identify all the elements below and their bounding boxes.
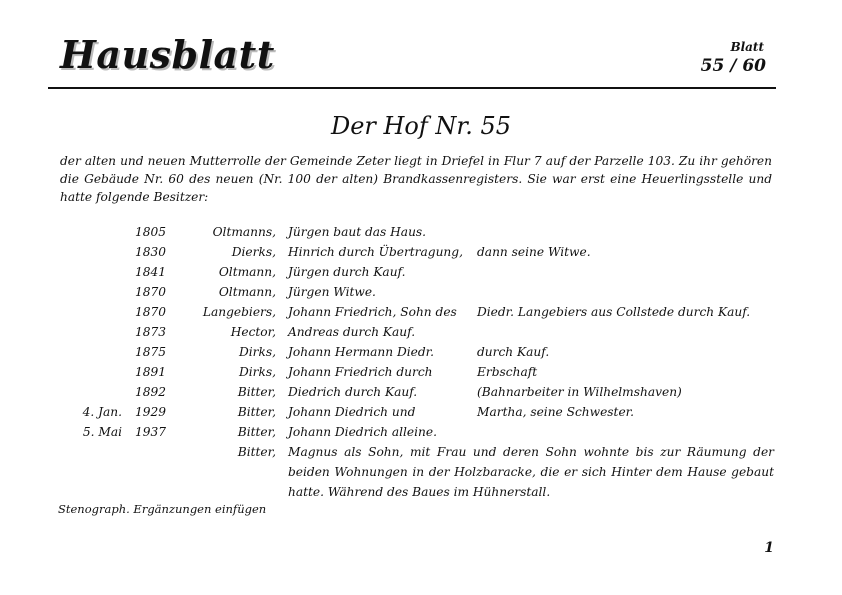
owner-extra: (Bahnarbeiter in Wilhelmshaven) — [477, 385, 682, 399]
owner-text: Diedrich durch Kauf. — [288, 385, 418, 399]
owner-row — [0, 322, 842, 342]
owner-name: Bitter, — [237, 385, 276, 399]
owner-text: Johann Friedrich durch — [288, 365, 433, 379]
owner-row — [0, 402, 842, 422]
blatt-number: 55 / 60 — [700, 56, 766, 76]
owner-row — [0, 342, 842, 362]
page-title: Hausblatt — [60, 32, 275, 77]
owner-row — [0, 362, 842, 382]
owner-row — [0, 262, 842, 282]
owner-year: 1841 — [135, 265, 167, 279]
owner-year: 1937 — [135, 425, 167, 439]
owner-text: Magnus als Sohn, mit Frau und deren Sohn wohnte bis zur Räumung der beiden Wohnungen in der Holzbaracke, die er sich Hinter dem Hause gebaut hatte. Während des Baues im Hühnerstall. — [288, 445, 774, 499]
owner-list — [0, 222, 842, 502]
owner-name: Dierks, — [231, 245, 276, 259]
owner-name: Dirks, — [238, 345, 276, 359]
owner-extra: Martha, seine Schwester. — [477, 405, 635, 419]
header-rule — [48, 87, 776, 89]
footnote: Stenograph. Ergänzungen einfügen — [58, 502, 267, 516]
owner-name: Langebiers, — [202, 305, 276, 319]
owner-year: 1929 — [135, 405, 167, 419]
owner-text: Johann Diedrich und — [288, 405, 416, 419]
owner-text: Andreas durch Kauf. — [288, 325, 416, 339]
owner-row — [0, 282, 842, 302]
owner-row — [0, 242, 842, 262]
owner-extra: durch Kauf. — [477, 345, 550, 359]
owner-day: 5. Mai — [82, 425, 122, 439]
owner-day: 4. Jan. — [82, 405, 122, 419]
owner-text: Johann Diedrich alleine. — [288, 425, 437, 439]
owner-year: 1875 — [135, 345, 167, 359]
owner-row — [0, 222, 842, 242]
owner-text: Johann Friedrich, Sohn des — [288, 305, 457, 319]
owner-text: Jürgen Witwe. — [288, 285, 376, 299]
owner-year: 1870 — [135, 305, 167, 319]
owner-year: 1891 — [135, 365, 167, 379]
owner-name: Bitter, — [237, 445, 276, 459]
page-number: 1 — [764, 540, 774, 556]
owner-name: Oltmann, — [218, 265, 276, 279]
owner-text: Jürgen durch Kauf. — [288, 265, 406, 279]
blatt-label: Blatt — [730, 40, 764, 54]
owner-extra: dann seine Witwe. — [477, 245, 591, 259]
owner-year: 1870 — [135, 285, 167, 299]
owner-text: Hinrich durch Übertragung, — [288, 245, 463, 259]
owner-year: 1892 — [135, 385, 167, 399]
section-heading: Der Hof Nr. 55 — [330, 112, 512, 140]
owner-year: 1805 — [135, 225, 167, 239]
owner-row — [0, 422, 842, 442]
owner-extra: Erbschaft — [477, 365, 538, 379]
owner-year: 1830 — [135, 245, 167, 259]
owner-row — [0, 302, 842, 322]
owner-name: Hector, — [230, 325, 276, 339]
owner-text: Johann Hermann Diedr. — [288, 345, 435, 359]
owner-row — [0, 382, 842, 402]
owner-text: Jürgen baut das Haus. — [288, 225, 427, 239]
owner-year: 1873 — [135, 325, 167, 339]
owner-row-last — [0, 442, 842, 502]
intro-paragraph: der alten und neuen Mutterrolle der Gemeinde Zeter liegt in Driefel in Flur 7 auf der Parzelle 103. Zu ihr gehören die Gebäude Nr. 60 des neuen (Nr. 100 der alten) Brandkassenregisters. Sie war erst eine Heuerlingsstelle und hatte folgende Besitzer: — [60, 154, 772, 204]
owner-name: Bitter, — [237, 405, 276, 419]
owner-name: Oltmanns, — [212, 225, 276, 239]
owner-name: Oltmann, — [218, 285, 276, 299]
owner-extra: Diedr. Langebiers aus Collstede durch Kauf. — [477, 305, 751, 319]
owner-name: Bitter, — [237, 425, 276, 439]
owner-name: Dirks, — [238, 365, 276, 379]
